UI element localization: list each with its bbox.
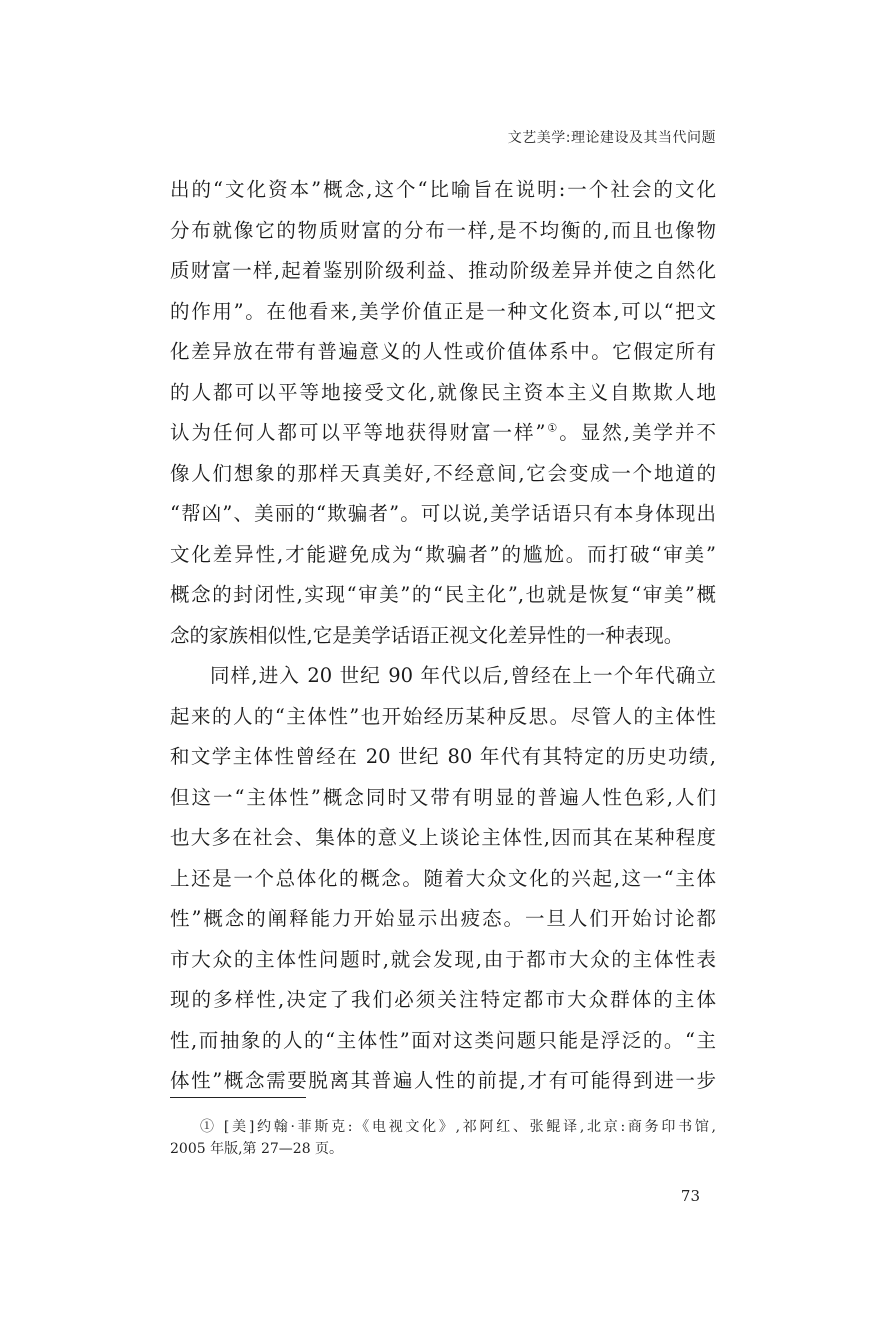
text-line: 但这一“主体性”概念同时又带有明显的普遍人性色彩,人们 [170,785,716,809]
text-line: “帮凶”、美丽的“欺骗者”。可以说,美学话语只有本身体现出 [170,502,716,525]
text-line: 像人们想象的那样天真美好,不经意间,它会变成一个地道的 [170,461,716,485]
text-line: 也大多在社会、集体的意义上谈论主体性,因而其在某种程度 [170,826,716,849]
text-line: 的人都可以平等地接受文化,就像民主资本主义自欺欺人地 [170,380,716,404]
text-line: 和文学主体性曾经在 20 世纪 80 年代有其特定的历史功绩, [170,745,716,768]
text-line: 同样,进入 20 世纪 90 年代以后,曾经在上一个年代确立 [210,664,716,687]
text-line: 分布就像它的物质财富的分布一样,是不均衡的,而且也像物 [170,218,716,242]
text-line: 上还是一个总体化的概念。随着大众文化的兴起,这一“主体 [170,866,716,890]
text-line: 文化差异性,才能避免成为“欺骗者”的尴尬。而打破“审美” [170,542,716,566]
text-line: 化差异放在带有普遍意义的人性或价值体系中。它假定所有 [170,340,716,363]
text-line: 性”概念的阐释能力开始显示出疲态。一旦人们开始讨论都 [170,907,716,930]
footnote [170,1116,716,1160]
footnote-line: 2005 年版,第 27—28 页。 [170,1141,344,1157]
footnote-marker[interactable]: ① [545,421,560,435]
footnote-line: ① [美]约翰·菲斯克:《电视文化》,祁阿红、张鲲译,北京:商务印书馆, [200,1119,716,1135]
text-line: 的作用”。在他看来,美学价值正是一种文化资本,可以“把文 [170,299,716,323]
text-segment: 。显然,美学并不 [559,421,716,444]
text-line: 市大众的主体性问题时,就会发现,由于都市大众的主体性表 [170,947,716,971]
text-line: 质财富一样,起着鉴别阶级利益、推动阶级差异并使之自然化 [170,259,716,282]
page-number: 73 [680,1187,700,1205]
text-line [170,413,716,454]
text-segment: 认为任何人都可以平等地获得财富一样” [170,421,546,444]
running-header: 文艺美学:理论建设及其当代问题 [507,130,716,146]
text-line: 性,而抽象的人的“主体性”面对这类问题只能是浮泛的。“主 [170,1028,716,1052]
text-line: 体性”概念需要脱离其普遍人性的前提,才有可能得到进一步 [170,1069,716,1092]
footnote-divider [170,1097,306,1098]
text-line: 现的多样性,决定了我们必须关注特定都市大众群体的主体 [170,988,716,1011]
text-line: 出的“文化资本”概念,这个“比喻旨在说明:一个社会的文化 [170,178,716,201]
text-line: 概念的封闭性,实现“审美”的“民主化”,也就是恢复“审美”概 [170,583,716,606]
text-line: 起来的人的“主体性”也开始经历某种反思。尽管人的主体性 [170,704,716,728]
text-line: 念的家族相似性,它是美学话语正视文化差异性的一种表现。 [170,623,684,647]
body-text [170,170,716,1102]
